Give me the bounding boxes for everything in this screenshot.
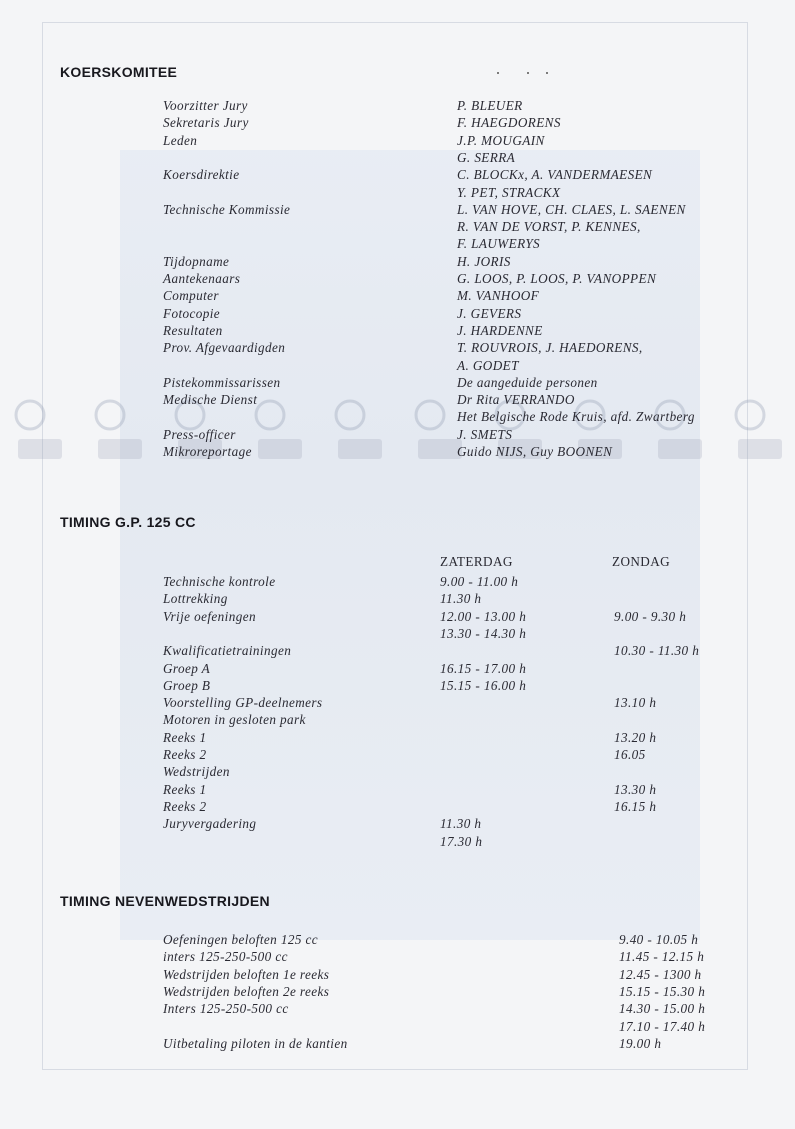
event-label: Inters 125-250-500 cc (163, 1001, 289, 1017)
role-label: Press-officer (163, 426, 236, 442)
zaterdag-time: 11.30 h (440, 816, 482, 832)
member-name: P. BLEUER (457, 98, 523, 113)
komitee-row (0, 270, 795, 287)
komitee-row (0, 253, 795, 270)
role-label: Prov. Afgevaardigden (163, 340, 286, 356)
zondag-time: 13.30 h (614, 781, 657, 797)
member-name: H. JORIS (457, 253, 511, 269)
member-name: De aangeduide personen (457, 374, 598, 390)
col-zondag: ZONDAG (612, 554, 671, 569)
role-label: Koersdirektie (163, 167, 240, 183)
zaterdag-time: 17.30 h (440, 833, 483, 849)
event-label: Groep A (163, 660, 211, 676)
role-label: Fotocopie (163, 305, 221, 321)
event-time: 15.15 - 15.30 h (619, 983, 706, 999)
timing-gp-row (0, 833, 795, 850)
timing-neven-row (0, 966, 795, 983)
role-label: Technische Kommissie (163, 201, 291, 217)
event-time: 9.40 - 10.05 h (619, 932, 699, 947)
event-label: Voorstelling GP-deelnemers (163, 695, 323, 711)
member-name: Het Belgische Rode Kruis, afd. Zwartberg (457, 409, 695, 425)
timing-gp-row (0, 677, 795, 694)
zaterdag-time: 9.00 - 11.00 h (440, 574, 519, 589)
event-label: Lottrekking (163, 591, 228, 607)
komitee-row (0, 149, 795, 166)
speck (546, 72, 548, 74)
member-name: Y. PET, STRACKX (457, 184, 561, 200)
member-name: G. LOOS, P. LOOS, P. VANOPPEN (457, 271, 657, 286)
komitee-row (0, 132, 795, 149)
timing-gp-row (0, 781, 795, 798)
timing-gp-heading: TIMING G.P. 125 CC (60, 514, 196, 530)
timing-gp-row (0, 642, 795, 659)
timing-neven-row (0, 948, 795, 965)
timing-gp-row (0, 729, 795, 746)
event-time: 17.10 - 17.40 h (619, 1018, 706, 1034)
col-zaterdag: ZATERDAG (440, 554, 513, 569)
role-label: Sekretaris Jury (163, 115, 249, 131)
event-label: Oefeningen beloften 125 cc (163, 932, 319, 947)
event-label: Vrije oefeningen (163, 608, 256, 624)
komitee-row (0, 443, 795, 460)
timing-gp-row (0, 798, 795, 815)
komitee-row (0, 166, 795, 183)
role-label: Medische Dienst (163, 392, 258, 408)
komitee-row (0, 235, 795, 252)
role-label: Pistekommissarissen (163, 374, 281, 390)
member-name: Dr Rita VERRANDO (457, 392, 575, 408)
timing-gp-row (0, 590, 795, 607)
timing-gp-row (0, 694, 795, 711)
komitee-row (0, 374, 795, 391)
timing-gp-row (0, 763, 795, 780)
zaterdag-time: 12.00 - 13.00 h (440, 608, 527, 624)
komitee-row (0, 322, 795, 339)
timing-gp-header-row (0, 553, 795, 570)
member-name: J. GEVERS (457, 305, 522, 321)
timing-gp-row (0, 746, 795, 763)
event-label: Wedstrijden (163, 764, 230, 780)
timing-gp-row (0, 660, 795, 677)
event-label: Kwalificatietrainingen (163, 643, 292, 659)
komitee-row (0, 201, 795, 218)
member-name: R. VAN DE VORST, P. KENNES, (457, 219, 641, 235)
komitee-row (0, 391, 795, 408)
event-label: Reeks 2 (163, 747, 207, 762)
komitee-row (0, 305, 795, 322)
member-name: A. GODET (457, 357, 519, 373)
role-label: Voorzitter Jury (163, 98, 248, 113)
event-label: Motoren in gesloten park (163, 712, 306, 728)
speck (527, 72, 529, 74)
event-time: 19.00 h (619, 1035, 662, 1051)
event-label: Reeks 1 (163, 729, 207, 745)
zondag-time: 16.05 (614, 747, 646, 762)
role-label: Tijdopname (163, 253, 230, 269)
timing-gp-row (0, 625, 795, 642)
role-label: Aantekenaars (163, 271, 241, 286)
komitee-row (0, 184, 795, 201)
member-name: J.P. MOUGAIN (457, 132, 545, 148)
event-label: Wedstrijden beloften 2e reeks (163, 983, 330, 999)
event-label: Reeks 2 (163, 798, 207, 814)
event-time: 12.45 - 1300 h (619, 966, 702, 982)
member-name: Guido NIJS, Guy BOONEN (457, 444, 613, 459)
role-label: Computer (163, 288, 219, 304)
event-label: Reeks 1 (163, 781, 207, 797)
zaterdag-time: 11.30 h (440, 591, 482, 607)
timing-gp-row (0, 573, 795, 590)
event-label: inters 125-250-500 cc (163, 949, 288, 965)
member-name: L. VAN HOVE, CH. CLAES, L. SAENEN (457, 201, 686, 217)
timing-neven-row (0, 1018, 795, 1035)
member-name: C. BLOCKx, A. VANDERMAESEN (457, 167, 653, 183)
timing-gp-row (0, 608, 795, 625)
zaterdag-time: 15.15 - 16.00 h (440, 677, 527, 693)
komitee-row (0, 114, 795, 131)
event-time: 14.30 - 15.00 h (619, 1001, 706, 1017)
komitee-row (0, 357, 795, 374)
role-label: Leden (163, 132, 198, 148)
timing-gp-row (0, 711, 795, 728)
event-label: Wedstrijden beloften 1e reeks (163, 966, 330, 982)
timing-neven-heading: TIMING NEVENWEDSTRIJDEN (60, 893, 270, 909)
komitee-row (0, 287, 795, 304)
member-name: J. SMETS (457, 426, 513, 442)
timing-neven-row (0, 931, 795, 948)
timing-neven-row (0, 983, 795, 1000)
member-name: F. HAEGDORENS (457, 115, 561, 131)
zondag-time: 13.20 h (614, 729, 657, 745)
member-name: F. LAUWERYS (457, 236, 541, 252)
koerskomitee-heading: KOERSKOMITEE (60, 64, 178, 80)
event-label: Technische kontrole (163, 574, 276, 589)
timing-neven-row (0, 1000, 795, 1017)
member-name: T. ROUVROIS, J. HAEDORENS, (457, 340, 643, 356)
komitee-row (0, 218, 795, 235)
member-name: J. HARDENNE (457, 322, 543, 338)
role-label: Mikroreportage (163, 444, 252, 459)
zondag-time: 10.30 - 11.30 h (614, 643, 700, 659)
komitee-row (0, 408, 795, 425)
event-label: Groep B (163, 677, 211, 693)
zondag-time: 13.10 h (614, 695, 657, 711)
event-label: Juryvergadering (163, 816, 257, 832)
komitee-row (0, 426, 795, 443)
event-label: Uitbetaling piloten in de kantien (163, 1035, 348, 1051)
member-name: M. VANHOOF (457, 288, 540, 304)
zaterdag-time: 16.15 - 17.00 h (440, 660, 527, 676)
komitee-row (0, 339, 795, 356)
role-label: Resultaten (163, 322, 223, 338)
timing-gp-row (0, 815, 795, 832)
speck (497, 72, 499, 74)
zaterdag-time: 13.30 - 14.30 h (440, 625, 527, 641)
timing-neven-row (0, 1035, 795, 1052)
komitee-row (0, 97, 795, 114)
zondag-time: 16.15 h (614, 798, 657, 814)
event-time: 11.45 - 12.15 h (619, 949, 705, 965)
zondag-time: 9.00 - 9.30 h (614, 608, 687, 624)
member-name: G. SERRA (457, 149, 516, 165)
